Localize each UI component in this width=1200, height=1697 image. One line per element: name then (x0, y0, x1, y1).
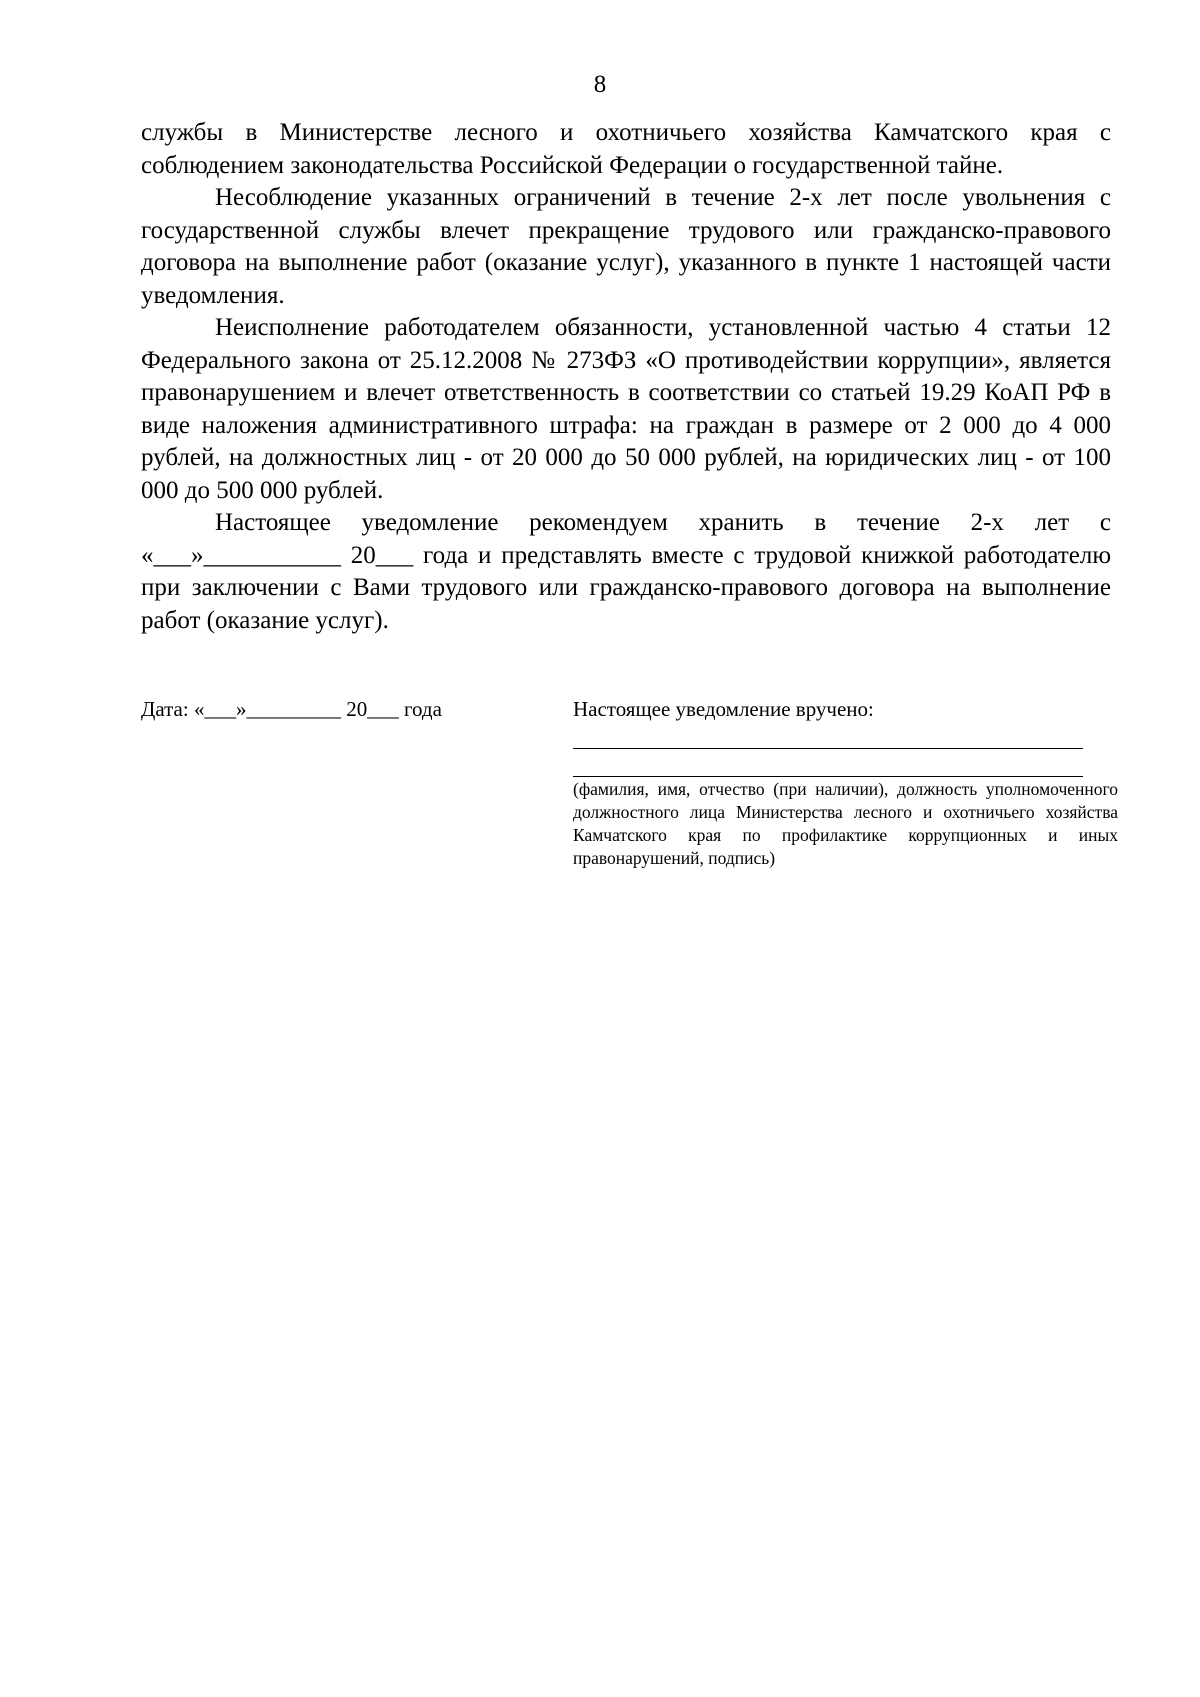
delivered-label: Настоящее уведомление вручено: (573, 697, 874, 721)
notice-body (141, 117, 1111, 637)
signature-line (573, 748, 1083, 749)
paragraph-liability: Неисполнение работодателем обязанности, установленной частью 4 статьи 12 Федерального закона от 25.12.2008 № 273ФЗ «О противодействии коррупции», является правонарушением и влечет ответственность в соответствии со статьей 19.29 КоАП РФ в виде наложения административного штрафа: на граждан в размере от 2 000 до 4 000 рублей, на должностных лиц - от 20 000 до 50 000 рублей, на юридических лиц - от 100 000 до 500 000 рублей. (141, 314, 1111, 504)
page-number: 8 (593, 71, 607, 98)
signature-line (573, 776, 1083, 777)
signature-caption: (фамилия, имя, отчество (при наличии), должность уполномоченного должностного лица Министерства лесного и охотничьего хозяйства Камчатского края по профилактике коррупционных и иных правонарушений, подпись) (573, 779, 1118, 868)
date-field: Дата: «___»_________ 20___ года (141, 697, 442, 721)
paragraph-storage: Настоящее уведомление рекомендуем хранить в течение 2-х лет с «___»___________ 20___ года и представлять вместе с трудовой книжкой работодателю при заключении с Вами трудового или гражданско-правового договора на выполнение работ (оказание услуг). (141, 509, 1111, 634)
paragraph-service-secrecy: службы в Министерстве лесного и охотничьего хозяйства Камчатского края с соблюдением законодательства Российской Федерации о государственной тайне. (141, 119, 1111, 179)
paragraph-restrictions: Несоблюдение указанных ограничений в течение 2-х лет после увольнения с государственной службы влечет прекращение трудового или гражданско-правового договора на выполнение работ (оказание услуг), указанного в пункте 1 настоящей части уведомления. (141, 184, 1111, 309)
